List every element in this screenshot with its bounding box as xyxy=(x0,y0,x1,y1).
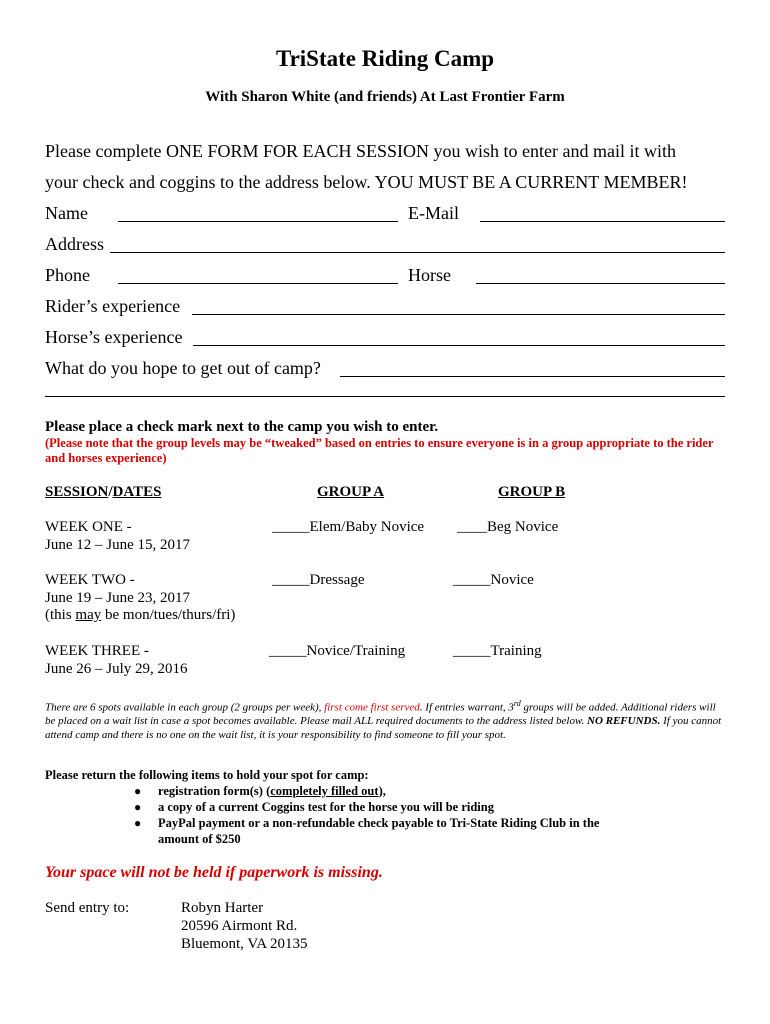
phone-label: Phone xyxy=(45,265,90,285)
checkmark-heading: Please place a check mark next to the camp you wish to enter. xyxy=(45,419,439,435)
horses-experience-field[interactable] xyxy=(193,345,725,346)
bullet-icon: ● xyxy=(134,816,142,830)
email-field[interactable] xyxy=(480,221,725,222)
week-three-group-b-option[interactable]: _____Training xyxy=(453,643,542,659)
paperwork-warning: Your space will not be held if paperwork is missing. xyxy=(45,864,383,881)
intro-line-2: your check and coggins to the address below. YOU MUST BE A CURRENT MEMBER! xyxy=(45,172,688,192)
page-title: TriState Riding Camp xyxy=(275,46,495,71)
email-label: E-Mail xyxy=(408,203,459,223)
week-one-group-b-option[interactable]: ____Beg Novice xyxy=(457,519,559,535)
address-label: Address xyxy=(45,234,104,254)
horse-field[interactable] xyxy=(476,283,725,284)
week-two-label: WEEK TWO - xyxy=(45,572,135,588)
group-b-header: GROUP B xyxy=(498,484,566,500)
return-item-payment-amount: amount of $250 xyxy=(158,832,241,846)
week-two-group-b-option[interactable]: _____Novice xyxy=(453,572,534,588)
send-name: Robyn Harter xyxy=(181,900,264,916)
return-item-coggins: a copy of a current Coggins test for the horse you will be riding xyxy=(158,800,494,814)
week-one-label: WEEK ONE - xyxy=(45,519,132,535)
send-entry-label: Send entry to: xyxy=(45,900,130,916)
phone-field[interactable] xyxy=(118,283,398,284)
name-field[interactable] xyxy=(118,221,398,222)
intro-line-1: Please complete ONE FORM FOR EACH SESSION you wish to enter and mail it with xyxy=(45,141,676,161)
horses-experience-label: Horse’s experience xyxy=(45,327,183,347)
hope-field-continued[interactable] xyxy=(45,396,725,397)
horse-label: Horse xyxy=(408,265,451,285)
bullet-icon: ● xyxy=(134,784,142,798)
page-subtitle: With Sharon White (and friends) At Last Frontier Farm xyxy=(205,89,565,105)
week-three-dates: June 26 – July 29, 2016 xyxy=(45,661,188,677)
group-a-header: GROUP A xyxy=(317,484,385,500)
bullet-icon: ● xyxy=(134,800,142,814)
return-item-payment: PayPal payment or a non-refundable check payable to Tri-State Riding Club in the xyxy=(158,816,600,830)
hope-label: What do you hope to get out of camp? xyxy=(45,358,321,378)
week-one-group-a-option[interactable]: _____Elem/Baby Novice xyxy=(272,519,425,535)
session-dates-header: SESSION/DATES xyxy=(45,484,162,500)
week-two-days-note: (this may be mon/tues/thurs/fri) xyxy=(45,607,236,623)
group-levels-note: (Please note that the group levels may be “tweaked” based on entries to ensure everyone is in a group appropriate to the rider and horses experience) xyxy=(45,436,714,465)
week-two-dates: June 19 – June 23, 2017 xyxy=(45,590,190,606)
riders-experience-field[interactable] xyxy=(192,314,725,315)
week-two-group-a-option[interactable]: _____Dressage xyxy=(272,572,365,588)
week-one-dates: June 12 – June 15, 2017 xyxy=(45,537,190,553)
return-heading: Please return the following items to hold your spot for camp: xyxy=(45,768,369,782)
return-item-registration: registration form(s) (completely filled out), xyxy=(158,784,386,798)
riders-experience-label: Rider’s experience xyxy=(45,296,181,316)
hope-field[interactable] xyxy=(340,376,725,377)
address-field[interactable] xyxy=(110,252,725,253)
name-label: Name xyxy=(45,203,88,223)
send-city: Bluemont, VA 20135 xyxy=(181,936,308,952)
week-three-label: WEEK THREE - xyxy=(45,643,149,659)
policy-paragraph: There are 6 spots available in each group (2 groups per week), first come first served. If entries warrant, 3rd groups will be added. Additional riders will be placed on a wait list in case a spot becomes available. Please mail ALL required documents to the address listed below. NO REFUNDS. If you cannot attend camp and there is no one on the wait list, it is your responsibility to find someone to fill your spot. xyxy=(45,699,722,741)
send-street: 20596 Airmont Rd. xyxy=(181,918,298,934)
week-three-group-a-option[interactable]: _____Novice/Training xyxy=(269,643,406,659)
